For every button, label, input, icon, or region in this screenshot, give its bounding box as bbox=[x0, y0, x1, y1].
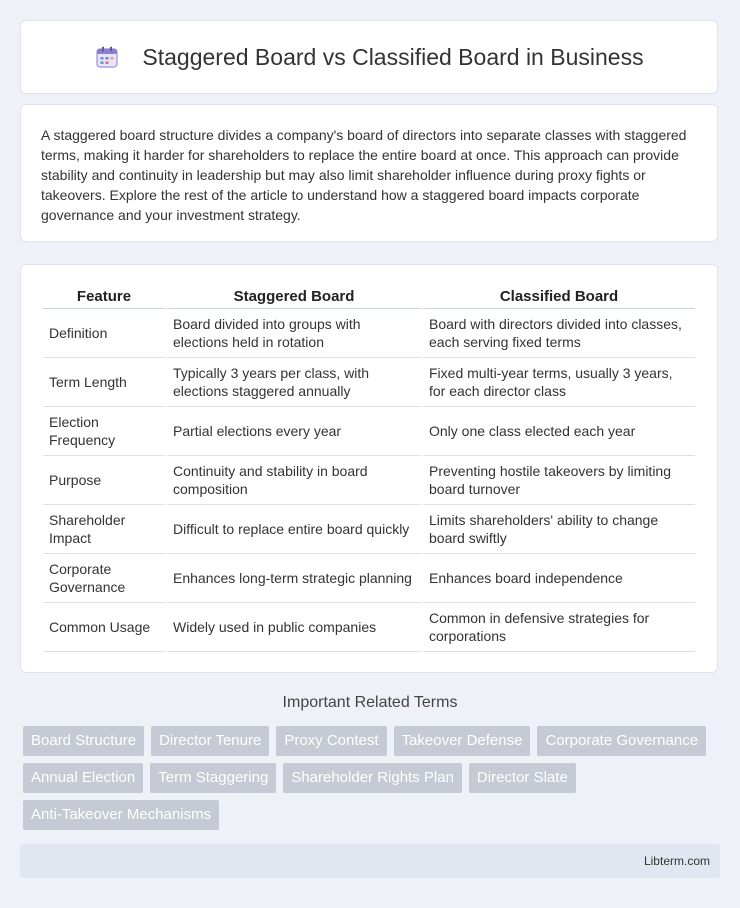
feature-cell: Election Frequency bbox=[43, 407, 165, 456]
staggered-cell: Typically 3 years per class, with elections staggered annually bbox=[167, 358, 421, 407]
staggered-cell: Board divided into groups with elections held in rotation bbox=[167, 309, 421, 358]
feature-cell: Term Length bbox=[43, 358, 165, 407]
intro-section bbox=[20, 104, 718, 242]
staggered-cell: Continuity and stability in board composition bbox=[167, 456, 421, 505]
feature-cell: Corporate Governance bbox=[43, 554, 165, 603]
related-term-tag[interactable]: Term Staggering bbox=[150, 763, 276, 793]
column-header: Feature bbox=[43, 285, 165, 309]
classified-cell: Limits shareholders' ability to change board swiftly bbox=[423, 505, 695, 554]
table-row bbox=[43, 456, 695, 505]
table-row bbox=[43, 603, 695, 652]
classified-cell: Enhances board independence bbox=[423, 554, 695, 603]
related-term-tag[interactable]: Director Slate bbox=[469, 763, 576, 793]
classified-cell: Preventing hostile takeovers by limiting board turnover bbox=[423, 456, 695, 505]
table-header-row bbox=[43, 285, 695, 309]
feature-cell: Shareholder Impact bbox=[43, 505, 165, 554]
classified-cell: Fixed multi-year terms, usually 3 years, for each director class bbox=[423, 358, 695, 407]
classified-cell: Board with directors divided into classes, each serving fixed terms bbox=[423, 309, 695, 358]
staggered-cell: Difficult to replace entire board quickly bbox=[167, 505, 421, 554]
table-row bbox=[43, 554, 695, 603]
feature-cell: Purpose bbox=[43, 456, 165, 505]
page-title: Staggered Board vs Classified Board in Business bbox=[142, 43, 644, 70]
table-row bbox=[43, 358, 695, 407]
classified-cell: Only one class elected each year bbox=[423, 407, 695, 456]
column-header: Staggered Board bbox=[167, 285, 421, 309]
related-terms-list bbox=[23, 726, 723, 837]
staggered-cell: Partial elections every year bbox=[167, 407, 421, 456]
comparison-table bbox=[41, 285, 697, 652]
related-term-tag[interactable]: Corporate Governance bbox=[537, 726, 706, 756]
related-term-tag[interactable]: Proxy Contest bbox=[276, 726, 386, 756]
footer-site-link[interactable]: Libterm.com bbox=[643, 854, 710, 868]
staggered-cell: Widely used in public companies bbox=[167, 603, 421, 652]
related-term-tag[interactable]: Annual Election bbox=[23, 763, 143, 793]
related-term-tag[interactable]: Director Tenure bbox=[151, 726, 269, 756]
staggered-cell: Enhances long-term strategic planning bbox=[167, 554, 421, 603]
feature-cell: Definition bbox=[43, 309, 165, 358]
page-header bbox=[20, 20, 718, 94]
intro-paragraph: A staggered board structure divides a company's board of directors into separate classes with staggered terms, making it harder for shareholders to replace the entire board at once. This approach can provide stability and continuity in leadership but may also limit shareholder influence during proxy fights or takeovers. Explore the rest of the article to understand how a staggered board impacts corporate governance and your investment strategy. bbox=[41, 127, 687, 223]
related-term-tag[interactable]: Board Structure bbox=[23, 726, 144, 756]
table-row bbox=[43, 407, 695, 456]
related-term-tag[interactable]: Shareholder Rights Plan bbox=[283, 763, 462, 793]
related-term-tag[interactable]: Anti-Takeover Mechanisms bbox=[23, 800, 219, 830]
calendar-icon bbox=[94, 44, 120, 70]
footer bbox=[20, 844, 720, 878]
comparison-table-card bbox=[20, 264, 718, 673]
related-term-tag[interactable]: Takeover Defense bbox=[394, 726, 531, 756]
table-row bbox=[43, 309, 695, 358]
column-header: Classified Board bbox=[423, 285, 695, 309]
related-terms-title: Important Related Terms bbox=[282, 694, 458, 711]
feature-cell: Common Usage bbox=[43, 603, 165, 652]
table-row bbox=[43, 505, 695, 554]
classified-cell: Common in defensive strategies for corporations bbox=[423, 603, 695, 652]
